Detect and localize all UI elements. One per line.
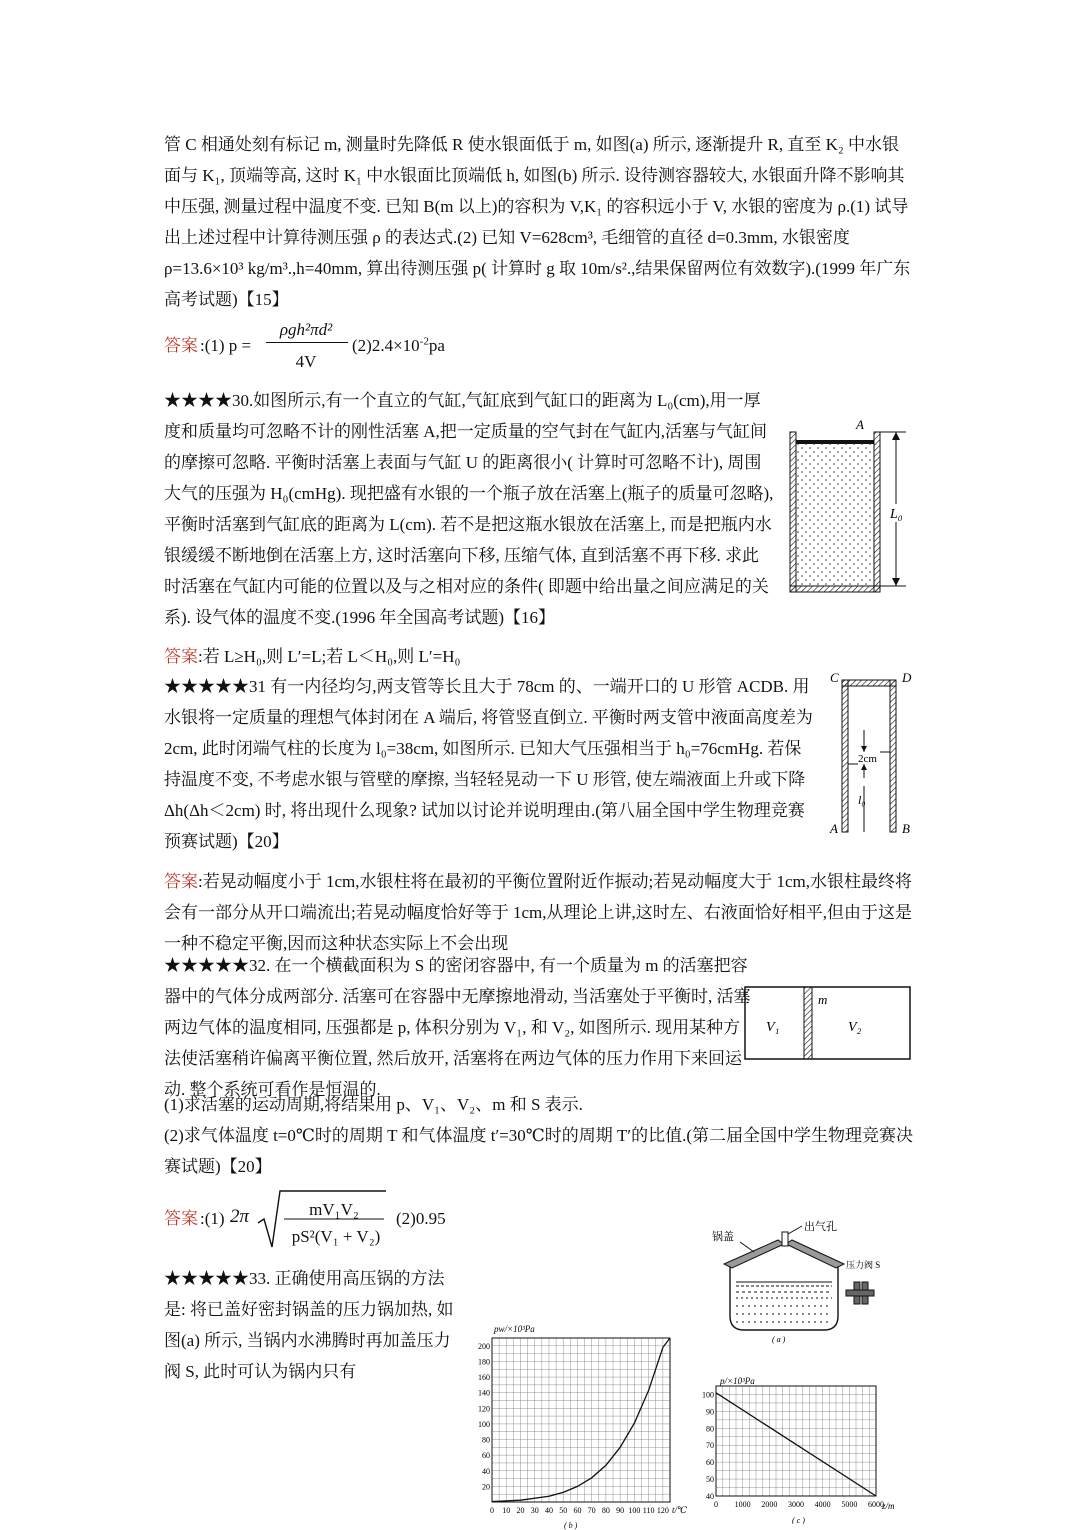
- y-tick-label: 40: [706, 1492, 714, 1501]
- y-tick-label: 50: [706, 1475, 714, 1485]
- y-tick-label: 70: [706, 1441, 714, 1451]
- chart-b-xlabel: t/℃: [672, 1505, 688, 1515]
- chart-b-ylabel: pw/×10³Pa: [494, 1324, 535, 1334]
- label-a: A: [830, 821, 838, 836]
- label-v1: V₁: [766, 1020, 780, 1035]
- fraction-bar: [266, 342, 348, 343]
- x-tick-label: 40: [544, 1506, 553, 1515]
- x-tick-label: 80: [601, 1506, 610, 1515]
- label-m: m: [818, 992, 828, 1007]
- chart-c-xlabel: z/m: [882, 1501, 895, 1511]
- question-31: ★★★★★31 有一内径均匀,两支管等长且大于 78cm 的、一端开口的 U 形管 ACDB. 用水银将一定质量的理想气体封闭在 A 端后, 将管竖直倒立. 平衡时两支管中液面高度差为 2cm, 此时闭端气柱的长度为 l₀=38cm, 如图所示. 已知大气压强相当于 h₀=76cmHg. 若保持温度不变, 不考虑水银与管壁的摩擦, 当轻轻晃动一下 U 形管, 使左端液面上升或下降 Δh(Δh＜2cm) 时, 将出现什么现象? 试加以讨论并说明理由.(第八届全国中学生物理竞赛预赛试题)【20】: [164, 677, 813, 851]
- answer-29-part1: :(1) p =: [200, 336, 252, 355]
- answer-label: 答案: [164, 872, 198, 891]
- x-tick-label: 30: [530, 1506, 539, 1515]
- label-l0: L₀: [890, 507, 903, 522]
- x-tick-label: 4000: [814, 1500, 831, 1509]
- label-vent: 出气孔: [804, 1221, 837, 1233]
- answer-30: 答案:若 L≥H₀,则 L′=L;若 L＜H₀,则 L′=H₀: [164, 647, 461, 666]
- label-2cm: 2cm: [858, 753, 877, 765]
- y-tick-label: 100: [702, 1390, 714, 1400]
- x-tick-label: 20: [516, 1506, 525, 1515]
- label-c: C: [830, 670, 839, 685]
- y-tick-label: 160: [478, 1373, 490, 1383]
- chart-c-ylabel: p/×10³Pa: [720, 1376, 755, 1386]
- chart-c-caption: ( c ): [792, 1516, 805, 1524]
- answer-29-part2: $(2)2.4\times 10^{-2}pa$: [352, 335, 445, 355]
- plot-frame: [492, 1338, 670, 1502]
- answer-label: 答案: [164, 1209, 198, 1228]
- answer-29: [164, 318, 916, 374]
- label-l0: l₀: [858, 793, 866, 807]
- piston-figure: [744, 986, 912, 1060]
- chart-b-vapor-pressure: [470, 1320, 692, 1530]
- y-tick-label: 180: [478, 1357, 490, 1367]
- x-tick-label: 2000: [761, 1500, 778, 1509]
- pressure-cooker-figure: [706, 1218, 886, 1344]
- y-tick-label: 140: [478, 1388, 490, 1398]
- y-tick-label: 100: [478, 1419, 490, 1429]
- x-tick-label: 1000: [734, 1500, 751, 1509]
- cylinder-figure: [788, 418, 914, 596]
- label-lid: 锅盖: [712, 1231, 734, 1243]
- x-tick-label: 90: [616, 1506, 625, 1515]
- question-32: ★★★★★32. 在一个横截面积为 S 的密闭容器中, 有一个质量为 m 的活塞把容器中的气体分成两部分. 活塞可在容器中无摩擦地滑动, 当活塞处于平衡时, 活塞两边气体的温度相同, 压强都是 p, 体积分别为 V₁, 和 V₂, 如图所示. 现用某种方法使活塞稍许偏离平衡位置, 然后放开, 活塞将在两边气体的压力作用下来回运动. 整个系统可看作是恒温的.: [164, 956, 751, 1099]
- label-d: D: [902, 670, 912, 685]
- y-tick-label: 90: [706, 1407, 714, 1417]
- chart-c-atmospheric-pressure: [700, 1372, 912, 1524]
- y-tick-label: 80: [706, 1424, 714, 1434]
- question-32-sub1: (1)求活塞的运动周期,将结果用 p、V₁、V₂、m 和 S 表示.: [164, 1095, 583, 1114]
- label-a: A: [856, 418, 864, 432]
- u-tube-figure: [828, 668, 920, 838]
- answer-31: 答案:若晃动幅度小于 1cm,水银柱将在最初的平衡位置附近作振动;若晃动幅度大于 1cm,水银柱最终将会有一部分从开口端流出;若晃动幅度恰好等于 1cm,从理论上讲,这时左、右液面恰好相平,但由于这是一种不稳定平衡,因而这种状态实际上不会出现: [164, 872, 912, 953]
- x-tick-label: 60: [573, 1506, 582, 1515]
- y-tick-label: 120: [478, 1404, 490, 1414]
- label-valve: 压力阀 S: [846, 1260, 881, 1270]
- caption-a: ( a ): [772, 1335, 786, 1344]
- y-tick-label: 60: [706, 1458, 714, 1468]
- x-tick-label: 0: [490, 1506, 494, 1515]
- answer-label: 答案: [164, 647, 198, 666]
- question-32-sub2: (2)求气体温度 t=0℃时的周期 T 和气体温度 t′=30℃时的周期 T′的比值.(第二届全国中学生物理竞赛决赛试题)【20】: [164, 1126, 914, 1176]
- x-tick-label: 10: [502, 1506, 511, 1515]
- sqrt-numerator: mV₁V₂: [309, 1200, 359, 1219]
- x-tick-label: 6000: [868, 1500, 884, 1509]
- y-tick-label: 200: [478, 1341, 490, 1351]
- series-line: [492, 1338, 670, 1502]
- fraction-denominator: 4V: [295, 352, 317, 371]
- y-tick-label: 60: [482, 1451, 490, 1461]
- x-tick-label: 120: [656, 1506, 669, 1515]
- x-tick-label: 110: [642, 1506, 655, 1515]
- fraction-numerator: ρgh²πd²: [279, 320, 333, 339]
- answer-label: 答案: [164, 336, 198, 355]
- chart-b-caption: ( b ): [564, 1521, 578, 1530]
- x-tick-label: 50: [559, 1506, 568, 1515]
- intro-paragraph: 管 C 相通处刻有标记 m, 测量时先降低 R 使水银面低于 m, 如图(a) 所示, 逐渐提升 R, 直至 K₂ 中水银面与 K₁, 顶端等高, 这时 K₁ 中水银面比顶端低 h, 如图(b) 所示. 设待测容器较大, 水银面升降不影响其中压强, 测量过程中温度不变. 已知 B(m 以上)的容积为 V,K₁ 的容积远小于 V, 水银的密度为 ρ.(1) 试导出上述过程中计算待测压强 ρ 的表达式.(2) 已知 V=628cm³, 毛细管的直径 d=0.3mm, 水银密度 ρ=13.6×10³ kg/m³.,h=40mm, 算出待测压强 p( 计算时 g 取 10m/s².,结果保留两位有效数字).(1999 年广东高考试题)【15】: [164, 135, 911, 309]
- label-b: B: [902, 821, 910, 836]
- two-pi: 2π: [230, 1206, 250, 1227]
- label-v2: V₂: [848, 1020, 862, 1035]
- x-tick-label: 100: [628, 1506, 641, 1515]
- x-tick-label: 3000: [788, 1500, 804, 1509]
- y-tick-label: 40: [482, 1466, 490, 1476]
- x-tick-label: 70: [587, 1506, 596, 1515]
- y-tick-label: 80: [482, 1435, 490, 1445]
- answer-32: 答案 :(1) 2π mV₁V₂ pS²(V₁ + V₂) (2)0.95: [164, 1187, 916, 1251]
- x-tick-label: 0: [714, 1500, 718, 1509]
- y-tick-label: 20: [482, 1482, 490, 1492]
- question-30: ★★★★30.如图所示,有一个直立的气缸,气缸底到气缸口的距离为 L₀(cm),用一厚度和质量均可忽略不计的刚性活塞 A,把一定质量的空气封在气缸内,活塞与气缸间的摩擦可忽略. 平衡时活塞上表面与气缸 U 的距离很小( 计算时可忽略不计), 周围大气的压强为 H₀(cmHg). 现把盛有水银的一个瓶子放在活塞上(瓶子的质量可忽略),平衡时活塞到气缸底的距离为 L(cm). 若不是把这瓶水银放在活塞上, 而是把瓶内水银缓缓不断地倒在活塞上方, 这时活塞向下移, 压缩气体, 直到活塞不再下移. 求此时活塞在气缸内可能的位置以及与之相对应的条件( 即题中给出量之间应满足的关系). 设气体的温度不变.(1996 年全国高考试题)【16】: [164, 391, 774, 627]
- sqrt-denominator: pS²(V₁ + V₂): [291, 1227, 381, 1246]
- x-tick-label: 5000: [841, 1500, 858, 1509]
- question-33: ★★★★★33. 正确使用高压锅的方法是: 将已盖好密封锅盖的压力锅加热, 如图(a) 所示, 当锅内水沸腾时再加盖压力阀 S, 此时可认为锅内只有: [164, 1269, 454, 1381]
